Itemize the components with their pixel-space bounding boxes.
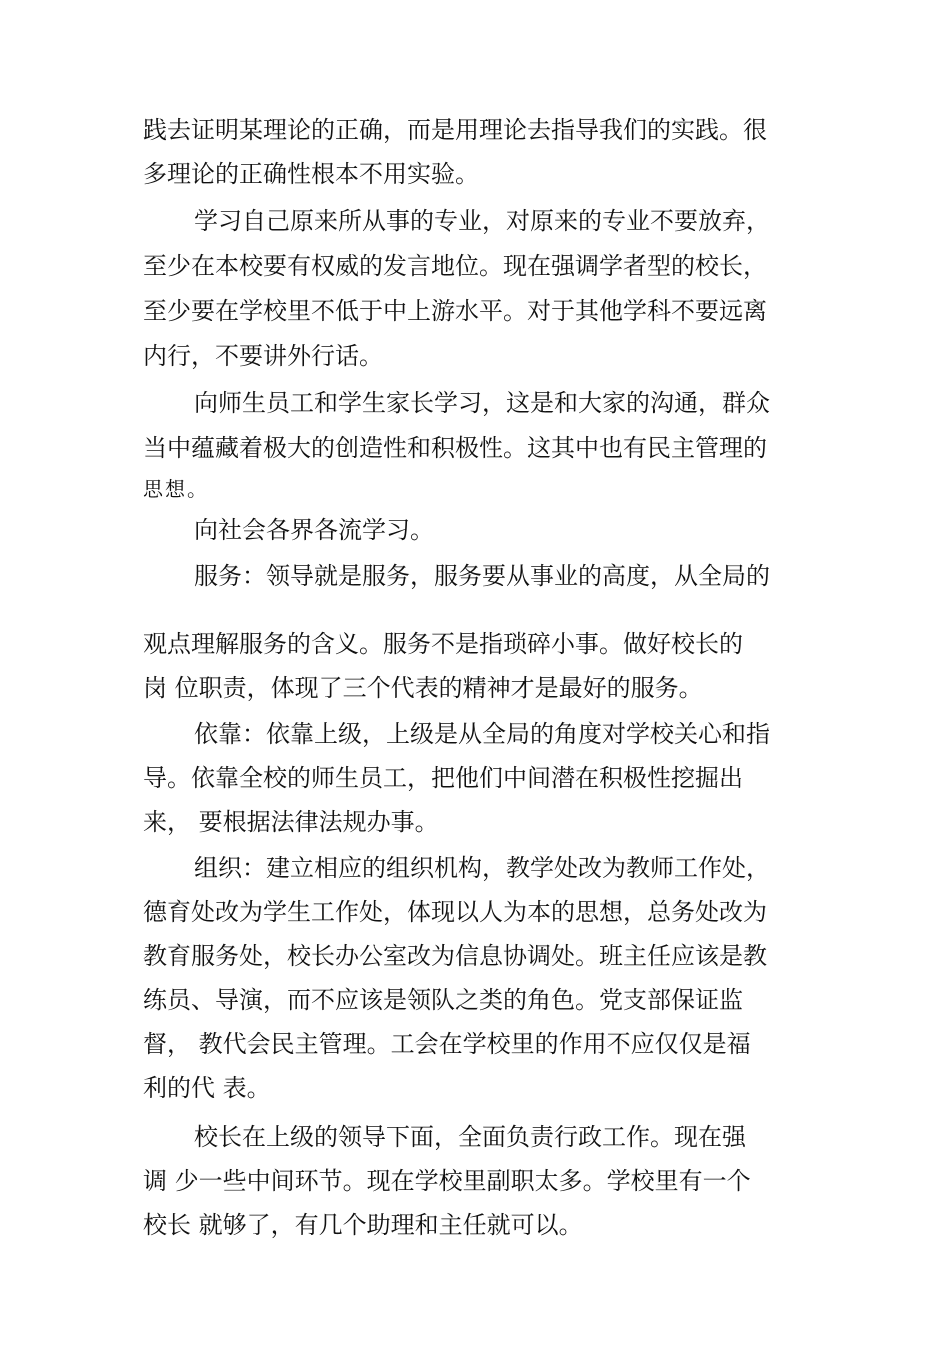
text-line: 观点理解服务的含义。服务不是指琐碎小事。做好校长的 [143,630,743,658]
text-line: 德育处改为学生工作处，体现以人为本的思想，总务处改为 [143,898,767,926]
text-line: 内行，不要讲外行话。 [143,342,383,370]
paragraph-start-line: 向师生员工和学生家长学习，这是和大家的沟通，群众 [194,389,770,417]
text-line: 来， 要根据法律法规办事。 [143,808,439,836]
text-line: 多理论的正确性根本不用实验。 [143,160,479,188]
text-line: 思想。 [143,477,209,501]
paragraph-start-line: 校长在上级的领导下面，全面负责行政工作。现在强 [194,1123,746,1151]
text-line: 教育服务处，校长办公室改为信息协调处。班主任应该是教 [143,942,767,970]
text-line: 导。依靠全校的师生员工，把他们中间潜在积极性挖掘出 [143,764,743,792]
paragraph-start-line: 向社会各界各流学习。 [194,516,434,544]
text-line: 利的代 表。 [143,1074,271,1102]
text-line: 当中蕴藏着极大的创造性和积极性。这其中也有民主管理的 [143,434,767,462]
text-line: 岗 位职责，体现了三个代表的精神才是最好的服务。 [143,674,703,702]
paragraph-start-line: 学习自己原来所从事的专业，对原来的专业不要放弃， [194,207,770,235]
text-line: 校长 就够了，有几个助理和主任就可以。 [143,1211,583,1239]
text-line: 督， 教代会民主管理。工会在学校里的作用不应仅仅是福 [143,1030,751,1058]
paragraph-start-line: 组织：建立相应的组织机构，教学处改为教师工作处， [194,854,770,882]
text-line: 练员、导演，而不应该是领队之类的角色。党支部保证监 [143,986,743,1014]
text-line: 调 少一些中间环节。现在学校里副职太多。学校里有一个 [143,1167,751,1195]
text-line: 至少要在学校里不低于中上游水平。对于其他学科不要远离 [143,297,767,325]
text-line: 至少在本校要有权威的发言地位。现在强调学者型的校长， [143,252,767,280]
paragraph-start-line: 服务：领导就是服务，服务要从事业的高度，从全局的 [194,562,770,590]
text-line: 践去证明某理论的正确，而是用理论去指导我们的实践。很 [143,116,767,144]
paragraph-start-line: 依靠：依靠上级，上级是从全局的角度对学校关心和指 [194,720,770,748]
